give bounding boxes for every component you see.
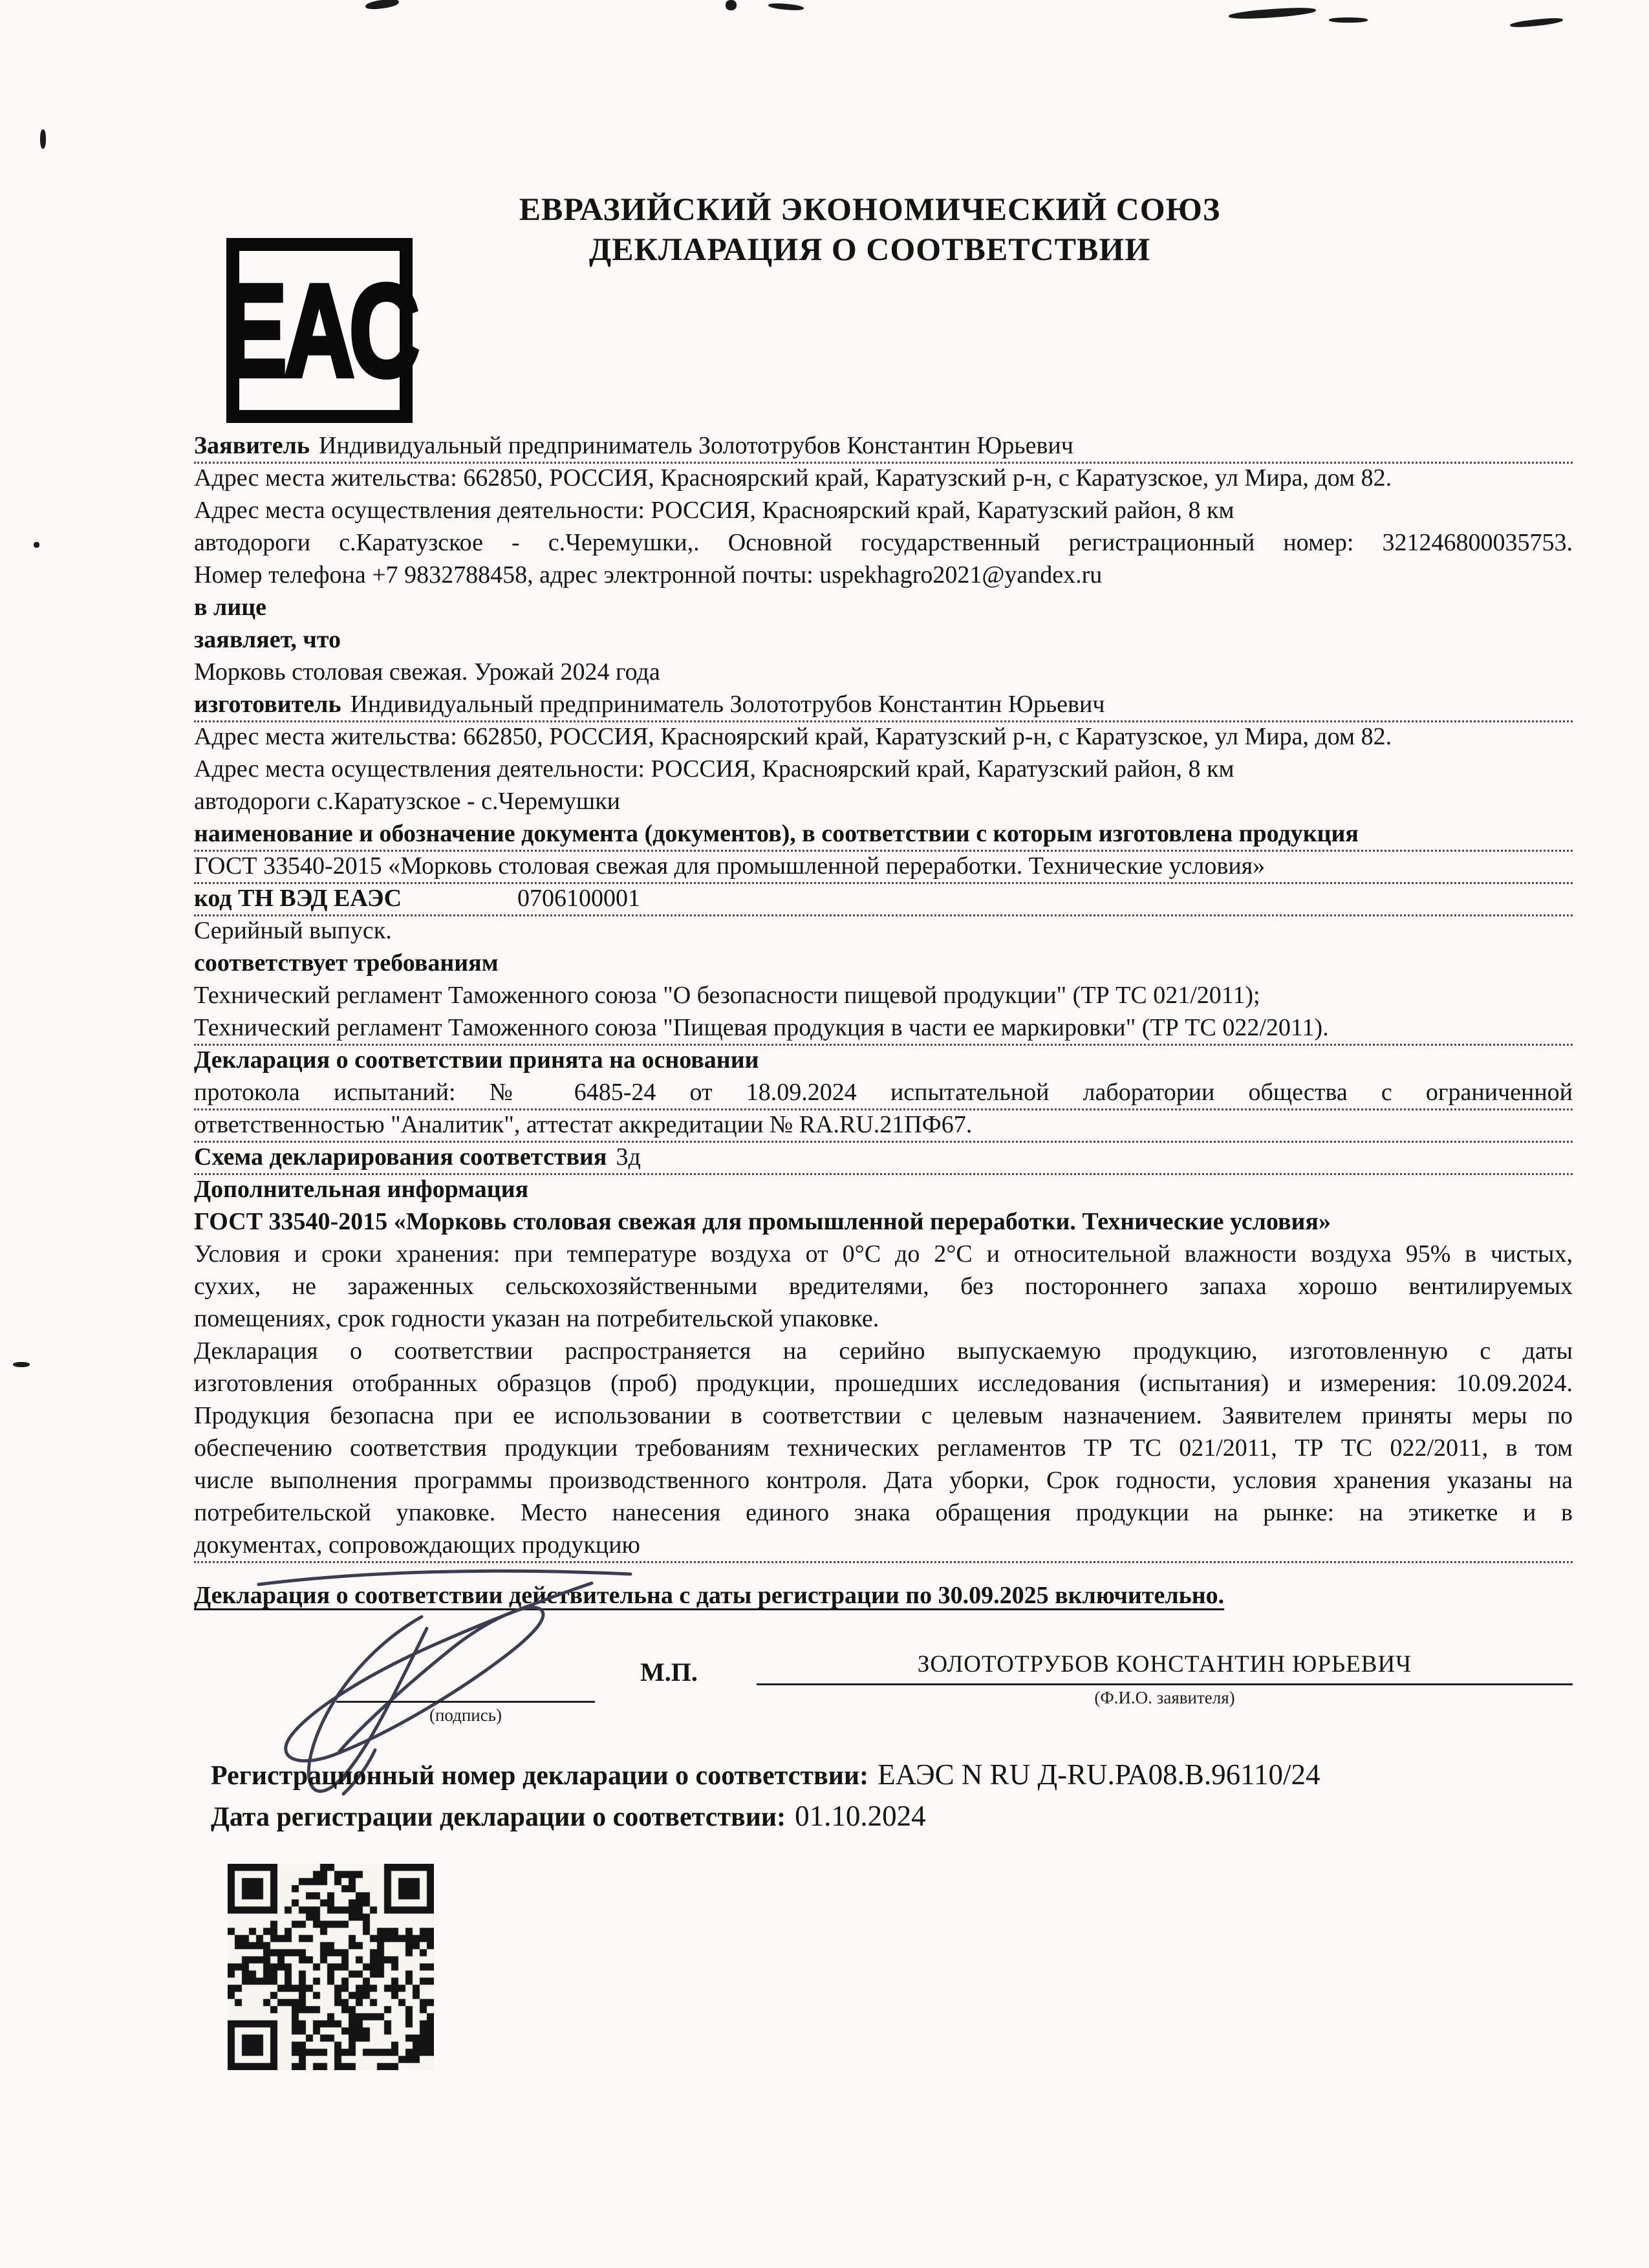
validity-line: Декларация о соответствии действительна с даты регистрации по 30.09.2025 включительно. bbox=[194, 1582, 1225, 1609]
activity-address-line1: Адрес места осуществления деятельности: РОССИЯ, Красноярский край, Каратузский район, 8 км bbox=[194, 497, 1234, 524]
registration-date-line bbox=[211, 1799, 926, 1833]
manufacturer-activity-line2: автодороги с.Каратузское - с.Черемушки bbox=[194, 788, 620, 815]
registration-number-label: Регистрационный номер декларации о соответствии: bbox=[211, 1761, 869, 1791]
safety-line-5: документах, сопровождающих продукцию bbox=[194, 1529, 1573, 1563]
registration-number-line bbox=[211, 1758, 1320, 1791]
manufacturer-line bbox=[194, 688, 1573, 722]
storage-line-3: помещениях, срок годности указан на потребительской упаковке. bbox=[194, 1305, 879, 1332]
signature-line bbox=[336, 1701, 595, 1703]
protocol-line-2: ответственностью "Аналитик", аттестат аккредитации № RA.RU.21ПФ67. bbox=[194, 1108, 1573, 1143]
signature-block bbox=[336, 1701, 595, 1725]
scan-artifact bbox=[768, 3, 804, 12]
scheme-label: Схема декларирования соответствия bbox=[194, 1143, 607, 1171]
signature-caption: (подпись) bbox=[429, 1705, 502, 1725]
phone-email-line: Номер телефона +7 9832788458, адрес электронной почты: uspekhagro2021@yandex.ru bbox=[194, 561, 1103, 589]
gost-line: ГОСТ 33540-2015 «Морковь столовая свежая для промышленной переработки. Технические условия» bbox=[194, 850, 1573, 884]
protocol-line-1: протокола испытаний: № 6485-24 от 18.09.2024 испытательной лаборатории общества с ограниченной bbox=[194, 1076, 1573, 1110]
scan-artifact bbox=[34, 542, 39, 548]
tnved-row bbox=[194, 882, 1573, 916]
title-line-declaration: ДЕКЛАРАЦИЯ О СООТВЕТСТВИИ bbox=[588, 231, 1151, 267]
scheme-value: 3д bbox=[616, 1143, 641, 1171]
qr-code bbox=[228, 1864, 434, 2070]
safety-line-1: Продукция безопасна при ее использовании в соответствии с целевым назначением. Заявителем приняты меры по bbox=[194, 1402, 1573, 1429]
in-person-heading: в лице bbox=[194, 594, 266, 621]
regulation-021-line: Технический регламент Таможенного союза "О безопасности пищевой продукции" (ТР ТС 021/2011); bbox=[194, 982, 1260, 1009]
spread-line-2: изготовления отобранных образцов (проб) продукции, прошедших исследования (испытания) и измерения: 10.09.2024. bbox=[194, 1370, 1573, 1397]
basis-heading: Декларация о соответствии принята на основании bbox=[194, 1046, 759, 1074]
serial-issue-line: Серийный выпуск. bbox=[194, 917, 392, 944]
manufacturer-value: Индивидуальный предприниматель Золототрубов Константин Юрьевич bbox=[350, 691, 1105, 718]
activity-address-line2: автодороги с.Каратузское - с.Черемушки,. Основной государственный регистрационный номер: 321246800035753. bbox=[194, 529, 1573, 556]
manufacturer-label: изготовитель bbox=[194, 691, 341, 718]
safety-line-2: обеспечению соответствия продукции требованиям технических регламентов ТР ТС 021/2011, ТР ТС 022/2011, в том bbox=[194, 1434, 1573, 1462]
scan-artifact bbox=[1329, 17, 1368, 23]
scan-artifact bbox=[40, 129, 46, 149]
scan-artifact bbox=[1510, 17, 1564, 29]
applicant-line bbox=[194, 429, 1573, 464]
scan-artifact bbox=[1229, 6, 1317, 20]
tnved-label: код ТН ВЭД ЕАЭС bbox=[194, 885, 402, 912]
scan-artifact bbox=[365, 0, 399, 11]
complies-heading: соответствует требованиям bbox=[194, 949, 499, 977]
product-line: Морковь столовая свежая. Урожай 2024 года bbox=[194, 658, 660, 686]
manufacturer-activity-line1: Адрес места осуществления деятельности: РОССИЯ, Красноярский край, Каратузский район, 8 км bbox=[194, 755, 1234, 783]
fio-block bbox=[757, 1650, 1573, 1708]
scan-artifact bbox=[726, 0, 737, 10]
additional-gost-line: ГОСТ 33540-2015 «Морковь столовая свежая для промышленной переработки. Технические условия» bbox=[194, 1208, 1331, 1235]
fio-caption: (Ф.И.О. заявителя) bbox=[1094, 1688, 1235, 1707]
document-title bbox=[349, 189, 1390, 269]
regulation-022-line: Технический регламент Таможенного союза "Пищевая продукция в части ее маркировки" (ТР ТС 022/2011). bbox=[194, 1011, 1573, 1046]
applicant-label: Заявитель bbox=[194, 432, 310, 459]
tnved-value: 0706100001 bbox=[517, 885, 640, 912]
applicant-value: Индивидуальный предприниматель Золототрубов Константин Юрьевич bbox=[318, 432, 1073, 459]
safety-line-4: потребительской упаковке. Место нанесения единого знака обращения продукции на рынке: на этикетке и в bbox=[194, 1499, 1573, 1526]
spread-line-1: Декларация о соответствии распространяется на серийно выпускаемую продукцию, изготовленную с даты bbox=[194, 1337, 1573, 1365]
scheme-row bbox=[194, 1141, 1573, 1175]
storage-line-1: Условия и сроки хранения: при температуре воздуха от 0°С до 2°С и относительной влажности воздуха 95% в чистых, bbox=[194, 1240, 1573, 1268]
document-body bbox=[194, 429, 1573, 1612]
residence-address: Адрес места жительства: 662850, РОССИЯ, Красноярский край, Каратузский р-н, с Каратузское, ул Мира, дом 82. bbox=[194, 464, 1392, 491]
fio-line bbox=[757, 1683, 1573, 1685]
registration-date-value: 01.10.2024 bbox=[795, 1800, 926, 1832]
title-line-union: ЕВРАЗИЙСКИЙ ЭКОНОМИЧЕСКИЙ СОЮЗ bbox=[519, 191, 1221, 227]
manufacturer-residence-address: Адрес места жительства: 662850, РОССИЯ, Красноярский край, Каратузский р-н, с Каратузское, ул Мира, дом 82. bbox=[194, 723, 1392, 750]
registration-number-value: ЕАЭС N RU Д-RU.РА08.В.96110/24 bbox=[878, 1758, 1320, 1791]
scan-artifact bbox=[13, 1362, 30, 1367]
registration-date-label: Дата регистрации декларации о соответствии: bbox=[211, 1802, 786, 1832]
applicant-fio: ЗОЛОТОТРУБОВ КОНСТАНТИН ЮРЬЕВИЧ bbox=[917, 1651, 1412, 1678]
doc-heading: наименование и обозначение документа (документов), в соответствии с которым изготовлена продукция bbox=[194, 817, 1573, 852]
declares-that-heading: заявляет, что bbox=[194, 626, 341, 653]
safety-line-3: числе выполнения программы производственного контроля. Дата уборки, Срок годности, условия хранения указаны на bbox=[194, 1467, 1573, 1494]
stamp-place-label: М.П. bbox=[640, 1658, 698, 1687]
eac-logo-text: ЕАС bbox=[222, 256, 417, 404]
storage-line-2: сухих, не зараженных сельскохозяйственными вредителями, без постороннего запаха хорошо вентилируемых bbox=[194, 1273, 1573, 1300]
additional-info-heading: Дополнительная информация bbox=[194, 1176, 529, 1203]
